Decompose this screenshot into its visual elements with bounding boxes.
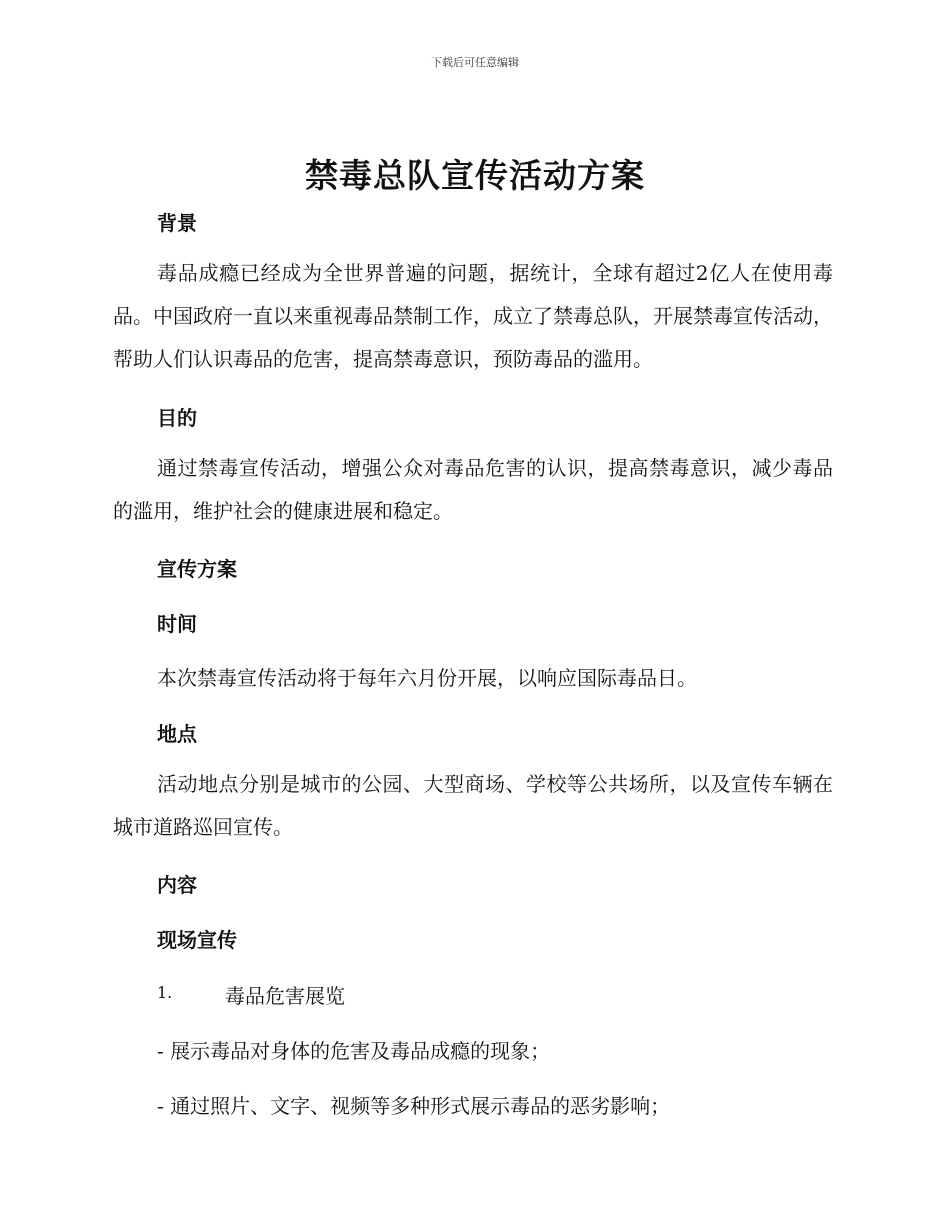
bullet-item: - 展示毒品对身体的危害及毒品成瘾的现象；	[157, 1039, 551, 1063]
heading-content: 内容	[157, 873, 197, 897]
paragraph-purpose: 通过禁毒宣传活动，增强公众对毒品危害的认识，提高禁毒意识，减少毒品的滥用，维护社会的健康进展和稳定。	[113, 456, 833, 523]
list-number: 1.	[157, 983, 173, 1002]
heading-background: 背景	[157, 211, 197, 235]
paragraph-background: 毒品成瘾已经成为全世界普遍的问题，据统计，全球有超过2亿人在使用毒品。中国政府一直以来重视毒品禁制工作，成立了禁毒总队，开展禁毒宣传活动，帮助人们认识毒品的危害，提高禁毒意识，预防毒品的滥用。	[113, 261, 833, 371]
header-note: 下载后可任意编辑	[431, 56, 519, 69]
heading-purpose: 目的	[157, 406, 197, 430]
heading-time: 时间	[157, 612, 197, 636]
paragraph-time: 本次禁毒宣传活动将于每年六月份开展，以响应国际毒品日。	[157, 666, 697, 690]
heading-plan: 宣传方案	[157, 557, 237, 581]
paragraph-location: 活动地点分别是城市的公园、大型商场、学校等公共场所，以及宣传车辆在城市道路巡回宣传。	[113, 772, 833, 839]
heading-location: 地点	[157, 722, 197, 746]
bullet-item: - 通过照片、文字、视频等多种形式展示毒品的恶劣影响；	[157, 1094, 671, 1118]
document-title: 禁毒总队宣传活动方案	[305, 156, 645, 195]
list-item-text: 毒品危害展览	[225, 984, 345, 1008]
heading-onsite: 现场宣传	[157, 928, 237, 952]
